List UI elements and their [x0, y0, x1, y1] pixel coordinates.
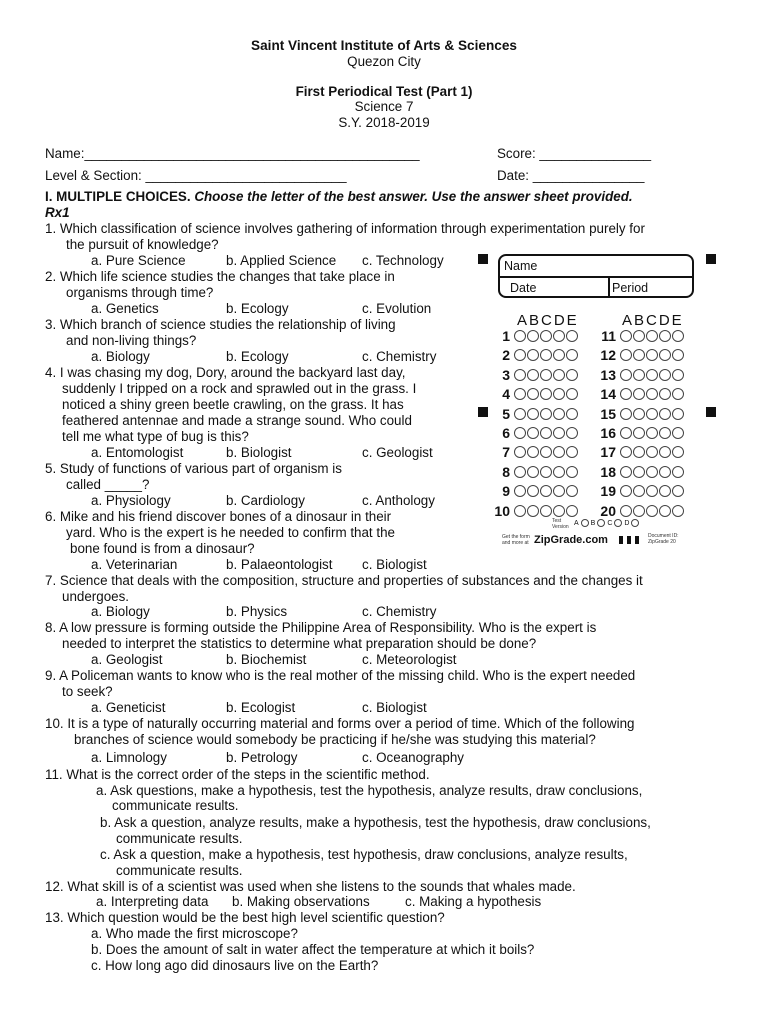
- answer-bubble[interactable]: [540, 485, 552, 497]
- choice-9c[interactable]: c. Biologist: [362, 700, 427, 715]
- choice-13a[interactable]: a. Who made the first microscope?: [91, 926, 298, 941]
- answer-bubble[interactable]: [540, 505, 552, 517]
- answer-bubble[interactable]: [620, 388, 632, 400]
- question-2-line-2: organisms through time?: [66, 285, 214, 300]
- choice-8a[interactable]: a. Geologist: [91, 652, 163, 667]
- answer-number: 1: [502, 328, 510, 344]
- question-8-line-1: 8. A low pressure is forming outside the Philippine Area of Responsibility. Who is the expert is: [45, 620, 597, 635]
- answer-bubble-row: [514, 349, 578, 361]
- choice-5c[interactable]: c. Anthology: [362, 493, 435, 508]
- instructions: [45, 189, 633, 205]
- choice-5b[interactable]: b. Cardiology: [226, 493, 305, 508]
- registration-mark: [706, 254, 716, 264]
- question-4-line-1: 4. I was chasing my dog, Dory, around the backyard last day,: [45, 365, 406, 380]
- choice-13b[interactable]: b. Does the amount of salt in water affect the temperature at which it boils?: [91, 942, 535, 957]
- choice-7a[interactable]: a. Biology: [91, 604, 150, 619]
- answer-bubble-row: [514, 427, 578, 439]
- legal-text: Document ID: ZipGrade 20: [648, 533, 679, 545]
- name-field[interactable]: Name:_____________________________________________: [45, 146, 420, 161]
- answer-bubble[interactable]: [659, 505, 671, 517]
- question-4-line-3: noticed a shiny green beetle crawling, on the grass. It has: [62, 397, 404, 412]
- choice-9a[interactable]: a. Geneticist: [91, 700, 166, 715]
- answer-bubble[interactable]: [527, 427, 539, 439]
- question-9-line-1: 9. A Policeman wants to know who is the real mother of the missing child. Who is the expert needed: [45, 668, 636, 683]
- answer-number: 5: [502, 406, 510, 422]
- answer-bubble[interactable]: [646, 388, 658, 400]
- school-name: Saint Vincent Institute of Arts & Sciences: [251, 38, 517, 53]
- answer-bubble[interactable]: [527, 330, 539, 342]
- question-7-line-1: 7. Science that deals with the composition, structure and properties of substances and the changes it: [45, 573, 643, 588]
- column-header-left: ABCDE: [517, 312, 579, 329]
- answer-bubble[interactable]: [672, 466, 684, 478]
- answer-bubble[interactable]: [566, 505, 578, 517]
- answer-bubble[interactable]: [540, 349, 552, 361]
- choice-2a[interactable]: a. Genetics: [91, 301, 159, 316]
- answer-bubble[interactable]: [540, 369, 552, 381]
- answer-bubble[interactable]: [553, 388, 565, 400]
- answer-bubble[interactable]: [633, 427, 645, 439]
- question-1-line-2: the pursuit of knowledge?: [66, 237, 219, 252]
- answer-bubble[interactable]: [566, 349, 578, 361]
- answer-bubble[interactable]: [672, 505, 684, 517]
- answer-bubble[interactable]: [659, 369, 671, 381]
- answer-bubble[interactable]: [553, 446, 565, 458]
- sheet-date-label: Date: [510, 281, 537, 295]
- question-5-line-2: called _____?: [66, 477, 150, 492]
- date-field[interactable]: Date: _______________: [497, 168, 645, 183]
- answer-bubble[interactable]: [566, 427, 578, 439]
- answer-bubble[interactable]: [566, 330, 578, 342]
- answer-bubble[interactable]: [514, 349, 526, 361]
- answer-number: 19: [600, 483, 616, 499]
- answer-bubble-row: [514, 408, 578, 420]
- answer-number: 4: [502, 386, 510, 402]
- answer-bubble[interactable]: [566, 485, 578, 497]
- answer-bubble-row: [620, 427, 684, 439]
- answer-bubble[interactable]: [566, 408, 578, 420]
- answer-bubble-row: [514, 505, 578, 517]
- choice-6c[interactable]: c. Biologist: [362, 557, 427, 572]
- choice-3a[interactable]: a. Biology: [91, 349, 150, 364]
- answer-bubble[interactable]: [659, 330, 671, 342]
- checker-pattern: [619, 536, 643, 544]
- choice-12c[interactable]: c. Making a hypothesis: [405, 894, 542, 909]
- answer-bubble[interactable]: [620, 466, 632, 478]
- version-label: Test Version: [552, 518, 569, 530]
- choice-10b[interactable]: b. Petrology: [226, 750, 298, 765]
- answer-bubble[interactable]: [672, 446, 684, 458]
- answer-bubble-row: [620, 369, 684, 381]
- answer-number: 7: [502, 444, 510, 460]
- question-3-line-1: 3. Which branch of science studies the relationship of living: [45, 317, 396, 332]
- answer-bubble[interactable]: [646, 330, 658, 342]
- version-bubbles: [574, 519, 639, 527]
- answer-bubble[interactable]: [514, 446, 526, 458]
- answer-bubble[interactable]: [646, 349, 658, 361]
- choice-7b[interactable]: b. Physics: [226, 604, 288, 619]
- answer-bubble-row: [620, 466, 684, 478]
- choice-13c[interactable]: c. How long ago did dinosaurs live on the Earth?: [91, 958, 379, 973]
- choice-3c[interactable]: c. Chemistry: [362, 349, 437, 364]
- version-bubble[interactable]: [631, 519, 639, 527]
- answer-bubble[interactable]: [659, 349, 671, 361]
- answer-bubble[interactable]: [553, 330, 565, 342]
- answer-bubble[interactable]: [514, 330, 526, 342]
- instructions-label: I. MULTIPLE CHOICES.: [45, 189, 191, 204]
- answer-bubble[interactable]: [566, 369, 578, 381]
- answer-bubble[interactable]: [672, 408, 684, 420]
- choice-2c[interactable]: c. Evolution: [362, 301, 432, 316]
- answer-bubble[interactable]: [646, 369, 658, 381]
- answer-number: 12: [600, 347, 616, 363]
- answer-bubble[interactable]: [553, 466, 565, 478]
- choice-8c[interactable]: c. Meteorologist: [362, 652, 457, 667]
- registration-mark: [478, 254, 488, 264]
- answer-bubble[interactable]: [633, 369, 645, 381]
- answer-bubble[interactable]: [620, 330, 632, 342]
- answer-bubble[interactable]: [514, 466, 526, 478]
- answer-bubble-row: [620, 388, 684, 400]
- answer-bubble[interactable]: [553, 485, 565, 497]
- question-6-line-3: bone found is from a dinosaur?: [70, 541, 255, 556]
- question-5-line-1: 5. Study of functions of various part of organism is: [45, 461, 342, 476]
- answer-bubble[interactable]: [659, 427, 671, 439]
- registration-mark: [706, 407, 716, 417]
- question-8-line-2: needed to interpret the statistics to determine what preparation should be done?: [62, 636, 537, 651]
- question-6-line-1: 6. Mike and his friend discover bones of a dinosaur in their: [45, 509, 392, 524]
- answer-bubble[interactable]: [672, 330, 684, 342]
- answer-number: 13: [600, 367, 616, 383]
- answer-bubble[interactable]: [633, 446, 645, 458]
- version-bubble[interactable]: [614, 519, 622, 527]
- answer-bubble[interactable]: [540, 330, 552, 342]
- version-bubble[interactable]: [581, 519, 589, 527]
- choice-1c[interactable]: c. Technology: [362, 253, 444, 268]
- zipgrade-brand: ZipGrade.com: [534, 534, 608, 546]
- answer-bubble[interactable]: [553, 408, 565, 420]
- answer-bubble[interactable]: [527, 369, 539, 381]
- answer-bubble[interactable]: [659, 388, 671, 400]
- footer-small-text: Get the form and more at: [502, 534, 530, 546]
- choice-8b[interactable]: b. Biochemist: [226, 652, 307, 667]
- question-1-line-1: 1. Which classification of science involves gathering of information through experimentation purely for: [45, 221, 645, 236]
- answer-bubble[interactable]: [633, 330, 645, 342]
- answer-bubble[interactable]: [566, 466, 578, 478]
- answer-bubble[interactable]: [553, 369, 565, 381]
- answer-bubble[interactable]: [527, 349, 539, 361]
- answer-bubble-row: [514, 369, 578, 381]
- answer-bubble[interactable]: [646, 466, 658, 478]
- question-10-line-2: branches of science would somebody be practicing if he/she was studying this material?: [74, 732, 596, 747]
- question-7-line-2: undergoes.: [62, 589, 130, 604]
- version-bubble[interactable]: [597, 519, 605, 527]
- question-13-line-1: 13. Which question would be the best high level scientific question?: [45, 910, 445, 925]
- answer-bubble[interactable]: [672, 369, 684, 381]
- answer-number: 2: [502, 347, 510, 363]
- question-9-line-2: to seek?: [62, 684, 113, 699]
- answer-bubble[interactable]: [646, 446, 658, 458]
- answer-bubble[interactable]: [659, 408, 671, 420]
- answer-bubble[interactable]: [527, 485, 539, 497]
- answer-bubble-row: [620, 330, 684, 342]
- answer-bubble[interactable]: [527, 466, 539, 478]
- choice-11c-cont: communicate results.: [116, 863, 243, 878]
- city: Quezon City: [347, 54, 421, 69]
- test-code: Rx1: [45, 205, 70, 220]
- answer-bubble[interactable]: [620, 446, 632, 458]
- choice-4a[interactable]: a. Entomologist: [91, 445, 184, 460]
- answer-number: 18: [600, 464, 616, 480]
- school-year: S.Y. 2018-2019: [338, 115, 430, 130]
- question-10-line-1: 10. It is a type of naturally occurring material and forms over a period of time. Which of the following: [45, 716, 635, 731]
- answer-bubble[interactable]: [659, 485, 671, 497]
- choice-11a[interactable]: a. Ask questions, make a hypothesis, test the hypothesis, analyze results, draw conclusions,: [96, 783, 643, 798]
- answer-bubble[interactable]: [672, 427, 684, 439]
- answer-bubble-row: [514, 446, 578, 458]
- answer-number: 11: [601, 328, 616, 344]
- answer-bubble[interactable]: [553, 427, 565, 439]
- answer-number: 3: [502, 367, 510, 383]
- subject: Science 7: [354, 99, 414, 114]
- sheet-name-label: Name: [504, 259, 538, 273]
- answer-bubble[interactable]: [566, 388, 578, 400]
- answer-bubble[interactable]: [553, 505, 565, 517]
- answer-bubble[interactable]: [527, 446, 539, 458]
- level-section-field[interactable]: Level & Section: ___________________________: [45, 168, 347, 183]
- choice-3b[interactable]: b. Ecology: [226, 349, 289, 364]
- answer-bubble[interactable]: [633, 505, 645, 517]
- answer-bubble[interactable]: [620, 349, 632, 361]
- answer-number: 16: [600, 425, 616, 441]
- answer-bubble[interactable]: [672, 485, 684, 497]
- question-12-line-1: 12. What skill is of a scientist was used when she listens to the sounds that whales made.: [45, 879, 576, 894]
- choice-11a-cont: communicate results.: [112, 798, 239, 813]
- answer-bubble[interactable]: [646, 485, 658, 497]
- answer-number: 17: [600, 444, 616, 460]
- answer-number: 15: [600, 406, 616, 422]
- choice-10c[interactable]: c. Oceanography: [362, 750, 464, 765]
- registration-mark: [478, 407, 488, 417]
- question-4-line-5: tell me what type of bug is this?: [62, 429, 249, 444]
- column-header-right: ABCDE: [622, 312, 684, 329]
- answer-bubble[interactable]: [566, 446, 578, 458]
- version-letter: A: [574, 519, 579, 527]
- answer-bubble[interactable]: [620, 369, 632, 381]
- answer-bubble[interactable]: [620, 485, 632, 497]
- question-2-line-1: 2. Which life science studies the changes that take place in: [45, 269, 395, 284]
- answer-number: 20: [600, 503, 616, 519]
- answer-number: 6: [502, 425, 510, 441]
- sheet-header-box: [498, 254, 694, 298]
- answer-bubble-row: [620, 446, 684, 458]
- answer-bubble[interactable]: [514, 505, 526, 517]
- answer-bubble[interactable]: [514, 485, 526, 497]
- choice-12a[interactable]: a. Interpreting data: [96, 894, 209, 909]
- answer-bubble-row: [514, 388, 578, 400]
- answer-bubble[interactable]: [633, 388, 645, 400]
- choice-11b-cont: communicate results.: [116, 831, 243, 846]
- answer-bubble[interactable]: [620, 505, 632, 517]
- answer-bubble[interactable]: [514, 388, 526, 400]
- answer-bubble[interactable]: [633, 408, 645, 420]
- choice-6b[interactable]: b. Palaeontologist: [226, 557, 333, 572]
- answer-bubble[interactable]: [620, 408, 632, 420]
- answer-bubble[interactable]: [646, 505, 658, 517]
- answer-bubble[interactable]: [646, 408, 658, 420]
- answer-bubble-row: [620, 485, 684, 497]
- choice-4b[interactable]: b. Biologist: [226, 445, 292, 460]
- answer-bubble[interactable]: [527, 505, 539, 517]
- answer-number: 14: [600, 386, 616, 402]
- answer-bubble[interactable]: [540, 446, 552, 458]
- version-letter: B: [590, 519, 596, 527]
- version-letter: D: [624, 519, 630, 527]
- answer-bubble[interactable]: [659, 466, 671, 478]
- answer-bubble[interactable]: [527, 388, 539, 400]
- answer-bubble[interactable]: [620, 427, 632, 439]
- question-4-line-2: suddenly I tripped on a rock and sprawled out in the grass. I: [62, 381, 417, 396]
- answer-bubble[interactable]: [514, 427, 526, 439]
- answer-bubble[interactable]: [633, 485, 645, 497]
- choice-11c[interactable]: c. Ask a question, make a hypothesis, test hypothesis, draw conclusions, analyze results,: [100, 847, 628, 862]
- answer-bubble[interactable]: [672, 388, 684, 400]
- choice-7c[interactable]: c. Chemistry: [362, 604, 437, 619]
- question-4-line-4: feathered antennae and made a strange sound. Who could: [62, 413, 412, 428]
- answer-bubble-row: [514, 330, 578, 342]
- answer-bubble[interactable]: [646, 427, 658, 439]
- question-3-line-2: and non-living things?: [66, 333, 197, 348]
- answer-sheet: [474, 246, 720, 551]
- answer-bubble[interactable]: [553, 349, 565, 361]
- answer-number: 10: [494, 503, 510, 519]
- answer-bubble[interactable]: [514, 408, 526, 420]
- answer-bubble[interactable]: [540, 408, 552, 420]
- answer-bubble[interactable]: [672, 349, 684, 361]
- choice-1a[interactable]: a. Pure Science: [91, 253, 186, 268]
- choice-11b[interactable]: b. Ask a question, analyze results, make a hypothesis, test the hypothesis, draw conclusions,: [100, 815, 651, 830]
- answer-bubble[interactable]: [540, 466, 552, 478]
- answer-bubble-row: [514, 466, 578, 478]
- answer-number: 9: [502, 483, 510, 499]
- choice-10a[interactable]: a. Limnology: [91, 750, 167, 765]
- answer-bubble[interactable]: [527, 408, 539, 420]
- instructions-text: Choose the letter of the best answer. Use the answer sheet provided.: [194, 189, 633, 204]
- answer-bubble[interactable]: [633, 349, 645, 361]
- sheet-period-label: Period: [612, 281, 649, 295]
- answer-bubble-row: [514, 485, 578, 497]
- version-letter: C: [607, 519, 613, 527]
- answer-bubble[interactable]: [659, 446, 671, 458]
- answer-number: 8: [502, 464, 510, 480]
- answer-bubble-row: [620, 349, 684, 361]
- choice-2b[interactable]: b. Ecology: [226, 301, 289, 316]
- choice-9b[interactable]: b. Ecologist: [226, 700, 296, 715]
- answer-bubble[interactable]: [540, 388, 552, 400]
- answer-bubble-row: [620, 505, 684, 517]
- choice-5a[interactable]: a. Physiology: [91, 493, 171, 508]
- test-title: First Periodical Test (Part 1): [295, 84, 473, 99]
- choice-1b[interactable]: b. Applied Science: [226, 253, 337, 268]
- choice-12b[interactable]: b. Making observations: [232, 894, 370, 909]
- answer-bubble[interactable]: [514, 369, 526, 381]
- answer-bubble[interactable]: [540, 427, 552, 439]
- choice-6a[interactable]: a. Veterinarian: [91, 557, 178, 572]
- question-6-line-2: yard. Who is the expert is he needed to confirm that the: [66, 525, 395, 540]
- choice-4c[interactable]: c. Geologist: [362, 445, 433, 460]
- answer-bubble[interactable]: [633, 466, 645, 478]
- question-11-line-1: 11. What is the correct order of the steps in the scientific method.: [45, 767, 430, 782]
- score-field[interactable]: Score: _______________: [497, 146, 652, 161]
- answer-bubble-row: [620, 408, 684, 420]
